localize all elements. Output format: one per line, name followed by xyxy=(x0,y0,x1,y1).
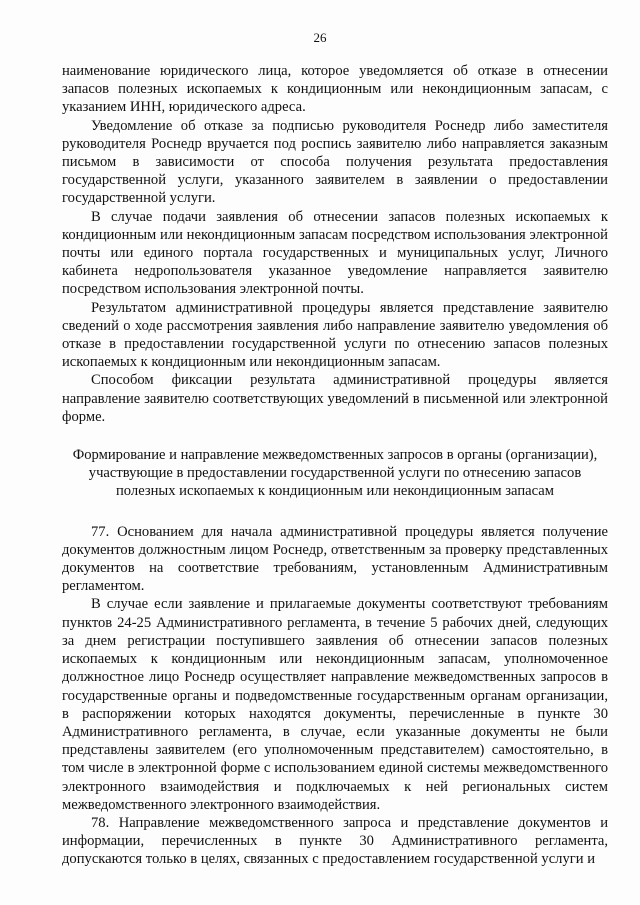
paragraph: В случае если заявление и прилагаемые документы соответствуют требованиям пунктов 24-25 Административного регламента, в течение 5 рабочих дней, следующих за днем регистрации поступившего заявления об отнесении запасов полезных ископаемых к кондиционным или некондиционным запасам, уполномоченное должностное лицо Роснедр осуществляет направление межведомственных запросов в государственные органы и подведомственные государственным органам организации, в распоряжении которых находятся документы, перечисленные в пункте 30 Административного регламента, в случае, если указанные документы не были представлены заявителем (его уполномоченным представителем) самостоятельно, в том числе в электронной форме с использованием единой системы межведомственного электронного взаимодействия и подключаемых к ней региональных систем межведомственного электронного взаимодействия. xyxy=(62,596,608,813)
paragraph: Уведомление об отказе за подписью руководителя Роснедр либо заместителя руководителя Роснедр вручается под роспись заявителю либо направляется заказным письмом в зависимости от способа получения результата предоставления государственной услуги, указанного заявителем в заявлении о предоставлении государственной услуги. xyxy=(62,117,608,207)
paragraph: Способом фиксации результата административной процедуры является направление заявителю соответствующих уведомлений в письменной или электронной форме. xyxy=(62,372,608,425)
page-content xyxy=(62,62,608,869)
paragraph: Результатом административной процедуры является представление заявителю сведений о ходе рассмотрения заявления либо направление заявителю уведомления об отказе в предоставлении государственной услуги по отнесению запасов полезных ископаемых к кондиционным или некондиционным запасам. xyxy=(62,299,608,371)
paragraph: 77. Основанием для начала административной процедуры является получение документов должностным лицом Роснедр, ответственным за проверку представленных документов на соответствие требованиям, установленным Административным регламентом. xyxy=(62,523,608,595)
page-number: 26 xyxy=(313,30,327,45)
paragraph: наименование юридического лица, которое уведомляется об отказе в отнесении запасов полезных ископаемых к кондиционным или некондиционным запасам, с указанием ИНН, юридического адреса. xyxy=(62,63,608,116)
paragraph: В случае подачи заявления об отнесении запасов полезных ископаемых к кондиционным или некондиционным запасам посредством использования электронной почты или единого портала государственных и муниципальных услуг, Личного кабинета недропользователя указанное уведомление направляется заявителю посредством использования электронной почты. xyxy=(62,208,608,298)
paragraph: 78. Направление межведомственного запроса и представление документов и информации, перечисленных в пункте 30 Административного регламента, допускаются только в целях, связанных с предоставлением государственной услуги и xyxy=(62,814,608,868)
section-heading: Формирование и направление межведомственных запросов в органы (организации), участвующие в предоставлении государственной услуги по отнесению запасов полезных ископаемых к кондиционным или некондиционным запасам xyxy=(72,447,598,500)
